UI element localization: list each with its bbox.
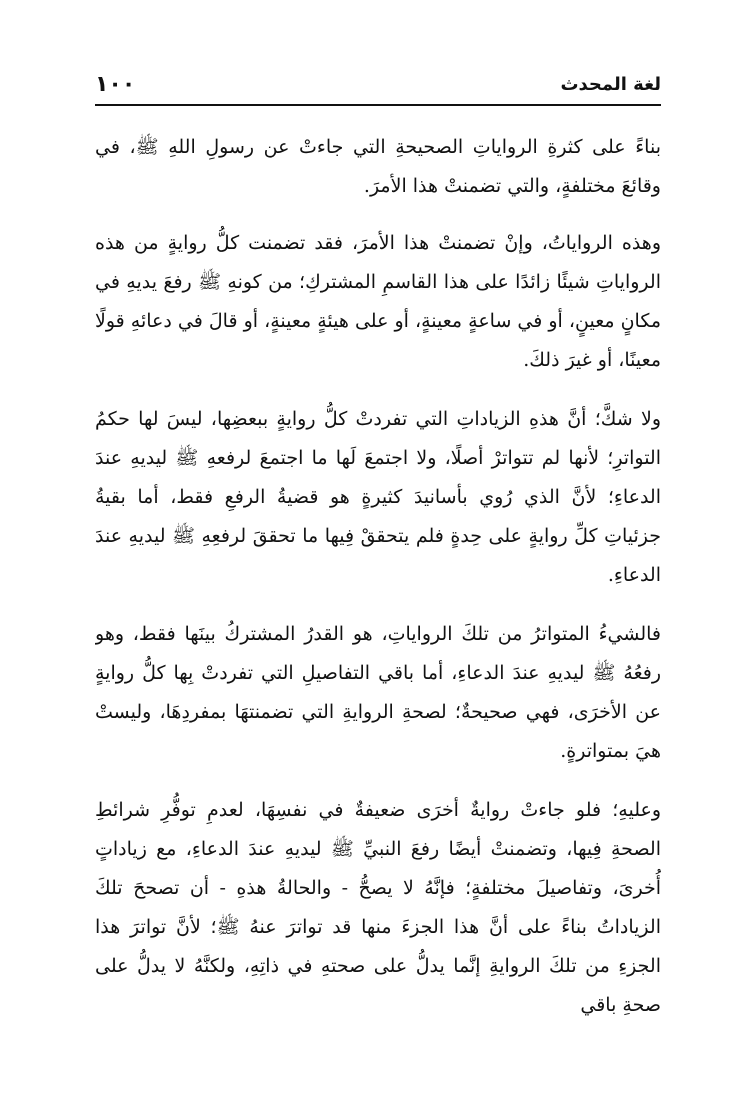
page-body xyxy=(95,128,661,1048)
running-title: لغة المحدث xyxy=(560,73,661,95)
page-header xyxy=(95,64,661,106)
page-number: ١٠٠ xyxy=(95,71,136,97)
paragraph-5: وعليهِ؛ فلو جاءتْ روايةٌ أخرَى ضعيفةٌ في نفسِهَا، لعدمِ توفُّرِ شرائطِ الصحةِ فِيها، وتضمنتْ أيضًا رفعَ النبيِّ ﷺ ليديهِ عندَ الدعاءِ، مع زياداتٍ أُخرىَ، وتفاصيلَ مختلفةٍ؛ فإنَّهُ لا يصحُّ - والحالةُ هذهِ - أن تصححَ تلكَ الزياداتُ بناءً على أنَّ هذا الجزءَ منها قد تواترَ عنهُ ﷺ؛ لأنَّ تواترَ هذا الجزءِ من تلكَ الروايةِ إنَّما يدلُّ على صحتهِ في ذاتِهِ، ولكنَّهُ لا يدلُّ على صحةِ باقي xyxy=(95,799,661,1016)
paragraph-4: فالشيءُ المتواترُ من تلكَ الرواياتِ، هو القدرُ المشتركُ بينَها فقط، وهو رفعُهُ ﷺ ليديهِ عندَ الدعاءِ، أما باقي التفاصيلِ التي تفردتْ بِها كلُّ روايةٍ عن الأخرَى، فهي صحيحةٌ؛ لصحةِ الروايةِ التي تضمنتهَا بمفردِهَا، وليستْ هيَ بمتواترةٍ. xyxy=(95,623,661,762)
paragraph-3: ولا شكَّ؛ أنَّ هذهِ الزياداتِ التي تفردتْ كلُّ روايةٍ ببعضِها، ليسَ لها حكمُ التواترِ؛ لأنها لم تتواترْ أصلًا، ولا اجتمعَ لَها ما اجتمعَ لرفعهِ ﷺ ليديهِ عندَ الدعاءِ؛ لأنَّ الذي رُوي بأسانيدَ كثيرةٍ هو قضيةُ الرفعِ فقط، أما بقيةُ جزئياتِ كلِّ روايةٍ على حِدةٍ فلم يتحققْ فِيها ما تحققَ لرفعِهِ ﷺ ليديهِ عندَ الدعاءِ. xyxy=(95,408,661,586)
paragraph-2: وهذه الرواياتُ، وإنْ تضمنتْ هذا الأمرَ، فقد تضمنت كلُّ روايةٍ من هذه الرواياتِ شيئًا زائدًا على هذا القاسمِ المشتركِ؛ من كونهِ ﷺ رفعَ يديهِ في مكانٍ معينٍ، أو في ساعةٍ معينةٍ، أو على هيئةٍ معينةٍ، أو قالَ في دعائهِ قولًا معينًا، أو غيرَ ذلكَ. xyxy=(95,232,661,371)
paragraph-1: بناءً على كثرةِ الرواياتِ الصحيحةِ التي جاءتْ عن رسولِ اللهِ ﷺ، في وقائعَ مختلفةٍ، والتي تضمنتْ هذا الأمرَ. xyxy=(95,136,661,197)
